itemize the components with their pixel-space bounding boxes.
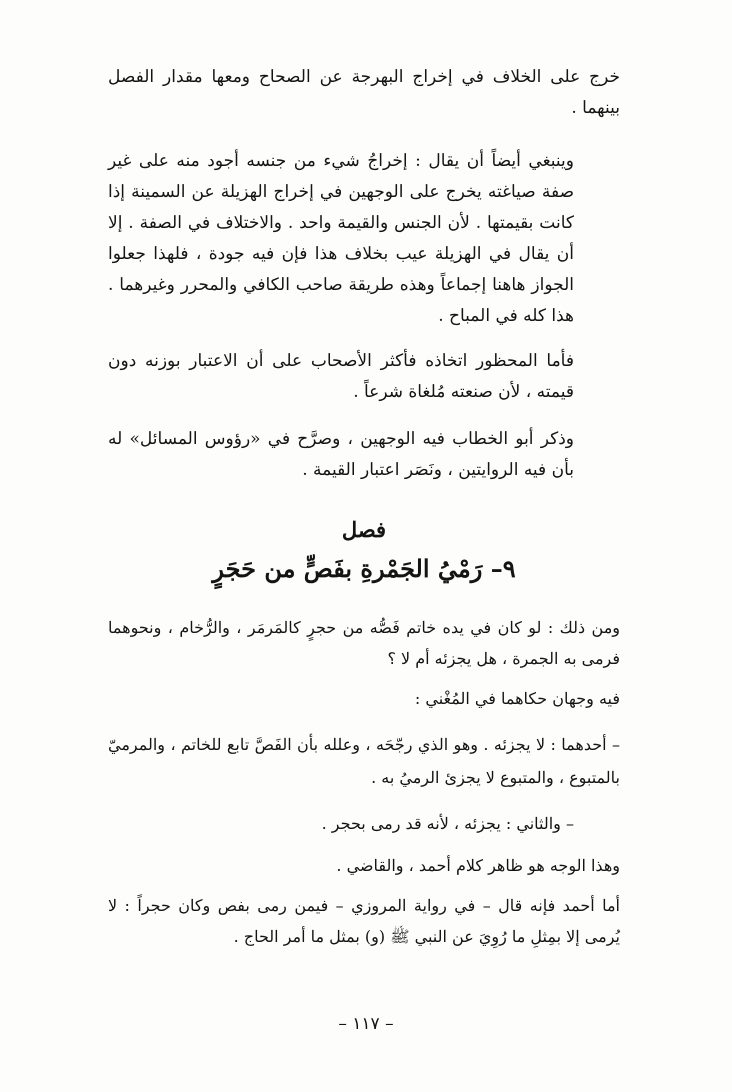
paragraph-4: وذكر أبو الخطاب فيه الوجهين ، وصرَّح في «رؤوس المسائل» له بأن فيه الروايتين ، ونَصَر اعتبار القيمة . xyxy=(108,429,574,480)
section-paragraph-6: أما أحمد فإنه قال – في رواية المروزي – فيمن رمى بفص وكان حجراً : لا يُرمى إلا بمِثلِ ما رُوِيَ عن النبي ﷺ (و) بمثل ما أمر الحاج . xyxy=(108,896,620,946)
section-paragraph-2: فيه وجهان حكاهما في المُغْني : xyxy=(414,689,620,708)
section-title: ٩– رَمْيُ الجَمْرةِ بفَصٍّ من حَجَرٍ xyxy=(212,554,516,583)
section-paragraph-3: – أحدهما : لا يجزئه . وهو الذي رجّحَه ، وعلله بأن الفَصَّ تابع للخاتم ، والمرميّ بالمتبوع ، والمتبوع لا يجزئ الرميُ به . xyxy=(108,735,620,787)
section-paragraph-1: ومن ذلك : لو كان في يده خاتم فَصُّه من حجرٍ كالمَرمَر ، والرُّخام ، ونحوهما فرمى به الجمرة ، هل يجزئه أم لا ؟ xyxy=(108,618,620,668)
section-heading: فصل xyxy=(341,517,387,542)
paragraph-2: وينبغي أيضاً أن يقال : إخراجُ شيء من جنسه أجود منه على غير صفة صياغته يخرج على الوجهين في إخراج الهزيلة عن السمينة إذا كانت بقيمتها . لأن الجنس والقيمة واحد . والاختلاف في الصفة . إلا أن يقال في الهزيلة عيب بخلاف هذا فإن فيه جودة ، فلهذا جعلوا الجواز هاهنا إجماعاً وهذه طريقة صاحب الكافي والمحرر وغيرهما . هذا كله في المباح . xyxy=(108,151,574,326)
page-number: – ١١٧ – xyxy=(338,1014,394,1034)
section-paragraph-5: وهذا الوجه هو ظاهر كلام أحمد ، والقاضي . xyxy=(336,856,620,875)
paragraph-1: خرج على الخلاف في إخراج البهرجة عن الصحاح ومعها مقدار الفصل بينهما . xyxy=(108,67,620,118)
section-paragraph-4: – والثاني : يجزئه ، لأنه قد رمى بحجر . xyxy=(321,814,574,833)
paragraph-3: فأما المحظور اتخاذه فأكثر الأصحاب على أن الاعتبار بوزنه دون قيمته ، لأن صنعته مُلغاة شرعاً . xyxy=(108,351,574,402)
